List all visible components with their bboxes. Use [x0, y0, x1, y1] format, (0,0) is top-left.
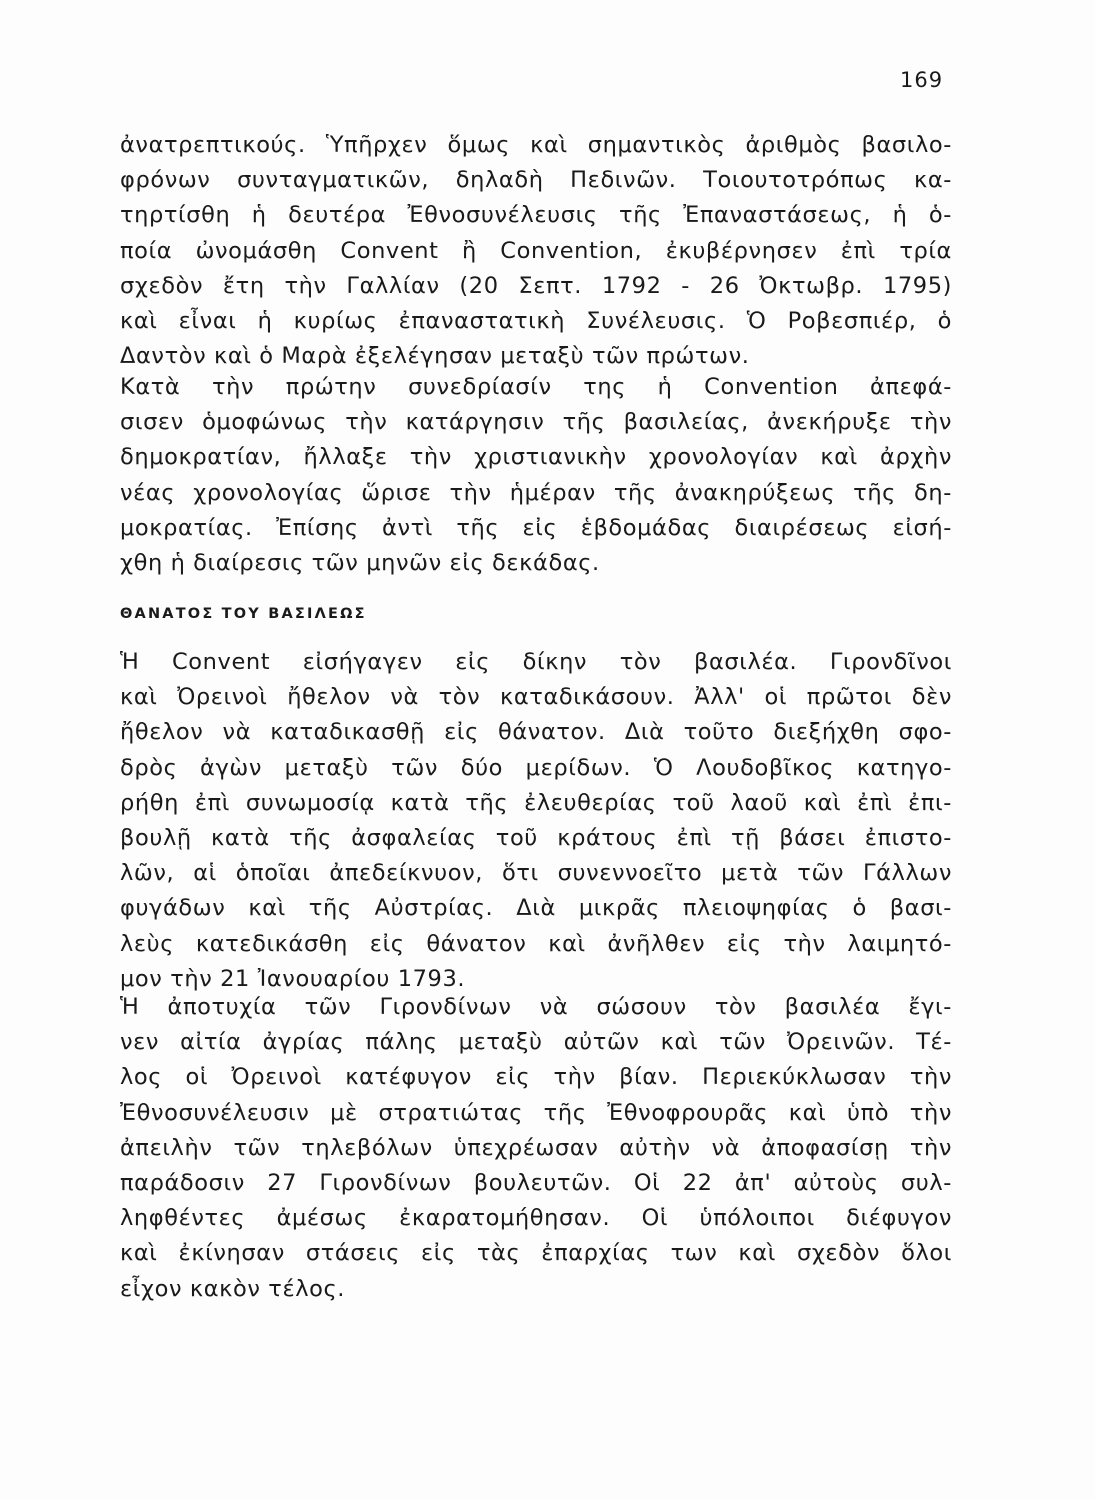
text-line: ἤθελον νὰ καταδικασθῇ εἰς θάνατον. Διὰ τοῦτο διεξήχθη σφο- — [120, 719, 952, 746]
text-line: καὶ ἐκίνησαν στάσεις εἰς τὰς ἐπαρχίας των καὶ σχεδὸν ὅλοι — [120, 1240, 952, 1267]
page-number: 169 — [900, 68, 944, 92]
text-line: χθη ἡ διαίρεσις τῶν μηνῶν εἰς δεκάδας. — [120, 549, 600, 576]
text-line: δρὸς ἀγὼν μεταξὺ τῶν δύο μερίδων. Ὁ Λουδοβῖκος κατηγο- — [120, 754, 952, 781]
text-line: καὶ Ὀρεινοὶ ἤθελον νὰ τὸν καταδικάσουν. Ἀλλ' οἱ πρῶτοι δὲν — [120, 684, 952, 711]
text-line: δημοκρατίαν, ἤλλαξε τὴν χριστιανικὴν χρονολογίαν καὶ ἀρχὴν — [120, 444, 952, 471]
section-heading: ΘΑΝΑΤΟΣ ΤΟΥ ΒΑΣΙΛΕΩΣ — [120, 606, 367, 622]
paragraph-4 — [120, 990, 952, 1307]
text-line: μον τὴν 21 Ἰανουαρίου 1793. — [120, 965, 466, 992]
paragraph-3 — [120, 645, 952, 997]
text-line: νεν αἰτία ἀγρίας πάλης μεταξὺ αὐτῶν καὶ τῶν Ὀρεινῶν. Τέ- — [120, 1029, 952, 1056]
text-line: εἶχον κακὸν τέλος. — [120, 1275, 346, 1302]
text-line: καὶ εἶναι ἡ κυρίως ἐπαναστατικὴ Συνέλευσις. Ὁ Ροβεσπιέρ, ὁ — [120, 307, 952, 334]
text-line: τηρτίσθη ἡ δευτέρα Ἐθνοσυνέλευσις τῆς Ἐπαναστάσεως, ἡ ὁ- — [120, 202, 952, 229]
text-line: ληφθέντες ἀμέσως ἐκαρατομήθησαν. Οἱ ὑπόλοιποι διέφυγον — [120, 1205, 952, 1232]
paragraph-1 — [120, 128, 952, 374]
text-line: Κατὰ τὴν πρώτην συνεδρίασίν της ἡ Convention ἀπεφά- — [120, 374, 952, 400]
text-line: λος οἱ Ὀρεινοὶ κατέφυγον εἰς τὴν βίαν. Περιεκύκλωσαν τὴν — [120, 1064, 952, 1091]
text-line: ἀνατρεπτικούς. Ὑπῆρχεν ὅμως καὶ σημαντικὸς ἀριθμὸς βασιλο- — [120, 132, 952, 158]
text-line: ρήθη ἐπὶ συνωμοσίᾳ κατὰ τῆς ἐλευθερίας τοῦ λαοῦ καὶ ἐπὶ ἐπι- — [120, 789, 952, 816]
text-line: σχεδὸν ἔτη τὴν Γαλλίαν (20 Σεπτ. 1792 - 26 Ὀκτωβρ. 1795) — [120, 272, 952, 299]
text-line: Ἡ Convent εἰσήγαγεν εἰς δίκην τὸν βασιλέα. Γιρονδῖνοι — [120, 649, 952, 675]
text-line: ποία ὠνομάσθη Convent ἢ Convention, ἐκυβέρνησεν ἐπὶ τρία — [120, 237, 952, 264]
text-line: μοκρατίας. Ἐπίσης ἀντὶ τῆς εἰς ἑβδομάδας διαιρέσεως εἰσή- — [120, 514, 952, 541]
text-line: νέας χρονολογίας ὥρισε τὴν ἡμέραν τῆς ἀνακηρύξεως τῆς δη- — [120, 479, 952, 506]
text-line: φρόνων συνταγματικῶν, δηλαδὴ Πεδινῶν. Τοιουτοτρόπως κα- — [120, 167, 952, 194]
paragraph-2 — [120, 370, 952, 581]
text-line: λεὺς κατεδικάσθη εἰς θάνατον καὶ ἀνῆλθεν εἰς τὴν λαιμητό- — [120, 930, 952, 957]
text-line: ἀπειλὴν τῶν τηλεβόλων ὑπεχρέωσαν αὐτὴν νὰ ἀποφασίσῃ τὴν — [120, 1134, 952, 1161]
text-line: Δαντὸν καὶ ὁ Μαρὰ ἐξελέγησαν μεταξὺ τῶν πρώτων. — [120, 343, 750, 370]
text-line: φυγάδων καὶ τῆς Αὐστρίας. Διὰ μικρᾶς πλειοψηφίας ὁ βασι- — [120, 895, 952, 922]
text-line: Ἡ ἀποτυχία τῶν Γιρονδίνων νὰ σώσουν τὸν βασιλέα ἔγι- — [120, 994, 952, 1020]
text-line: βουλῇ κατὰ τῆς ἀσφαλείας τοῦ κράτους ἐπὶ τῇ βάσει ἐπιστο- — [120, 824, 952, 851]
text-line: παράδοσιν 27 Γιρονδίνων βουλευτῶν. Οἱ 22 ἀπ' αὐτοὺς συλ- — [120, 1169, 952, 1196]
text-line: σισεν ὁμοφώνως τὴν κατάργησιν τῆς βασιλείας, ἀνεκήρυξε τὴν — [120, 409, 952, 436]
text-line: λῶν, αἱ ὁποῖαι ἀπεδείκνυον, ὅτι συνεννοεῖτο μετὰ τῶν Γάλλων — [120, 860, 952, 887]
text-line: Ἐθνοσυνέλευσιν μὲ στρατιώτας τῆς Ἐθνοφρουρᾶς καὶ ὑπὸ τὴν — [120, 1099, 952, 1126]
